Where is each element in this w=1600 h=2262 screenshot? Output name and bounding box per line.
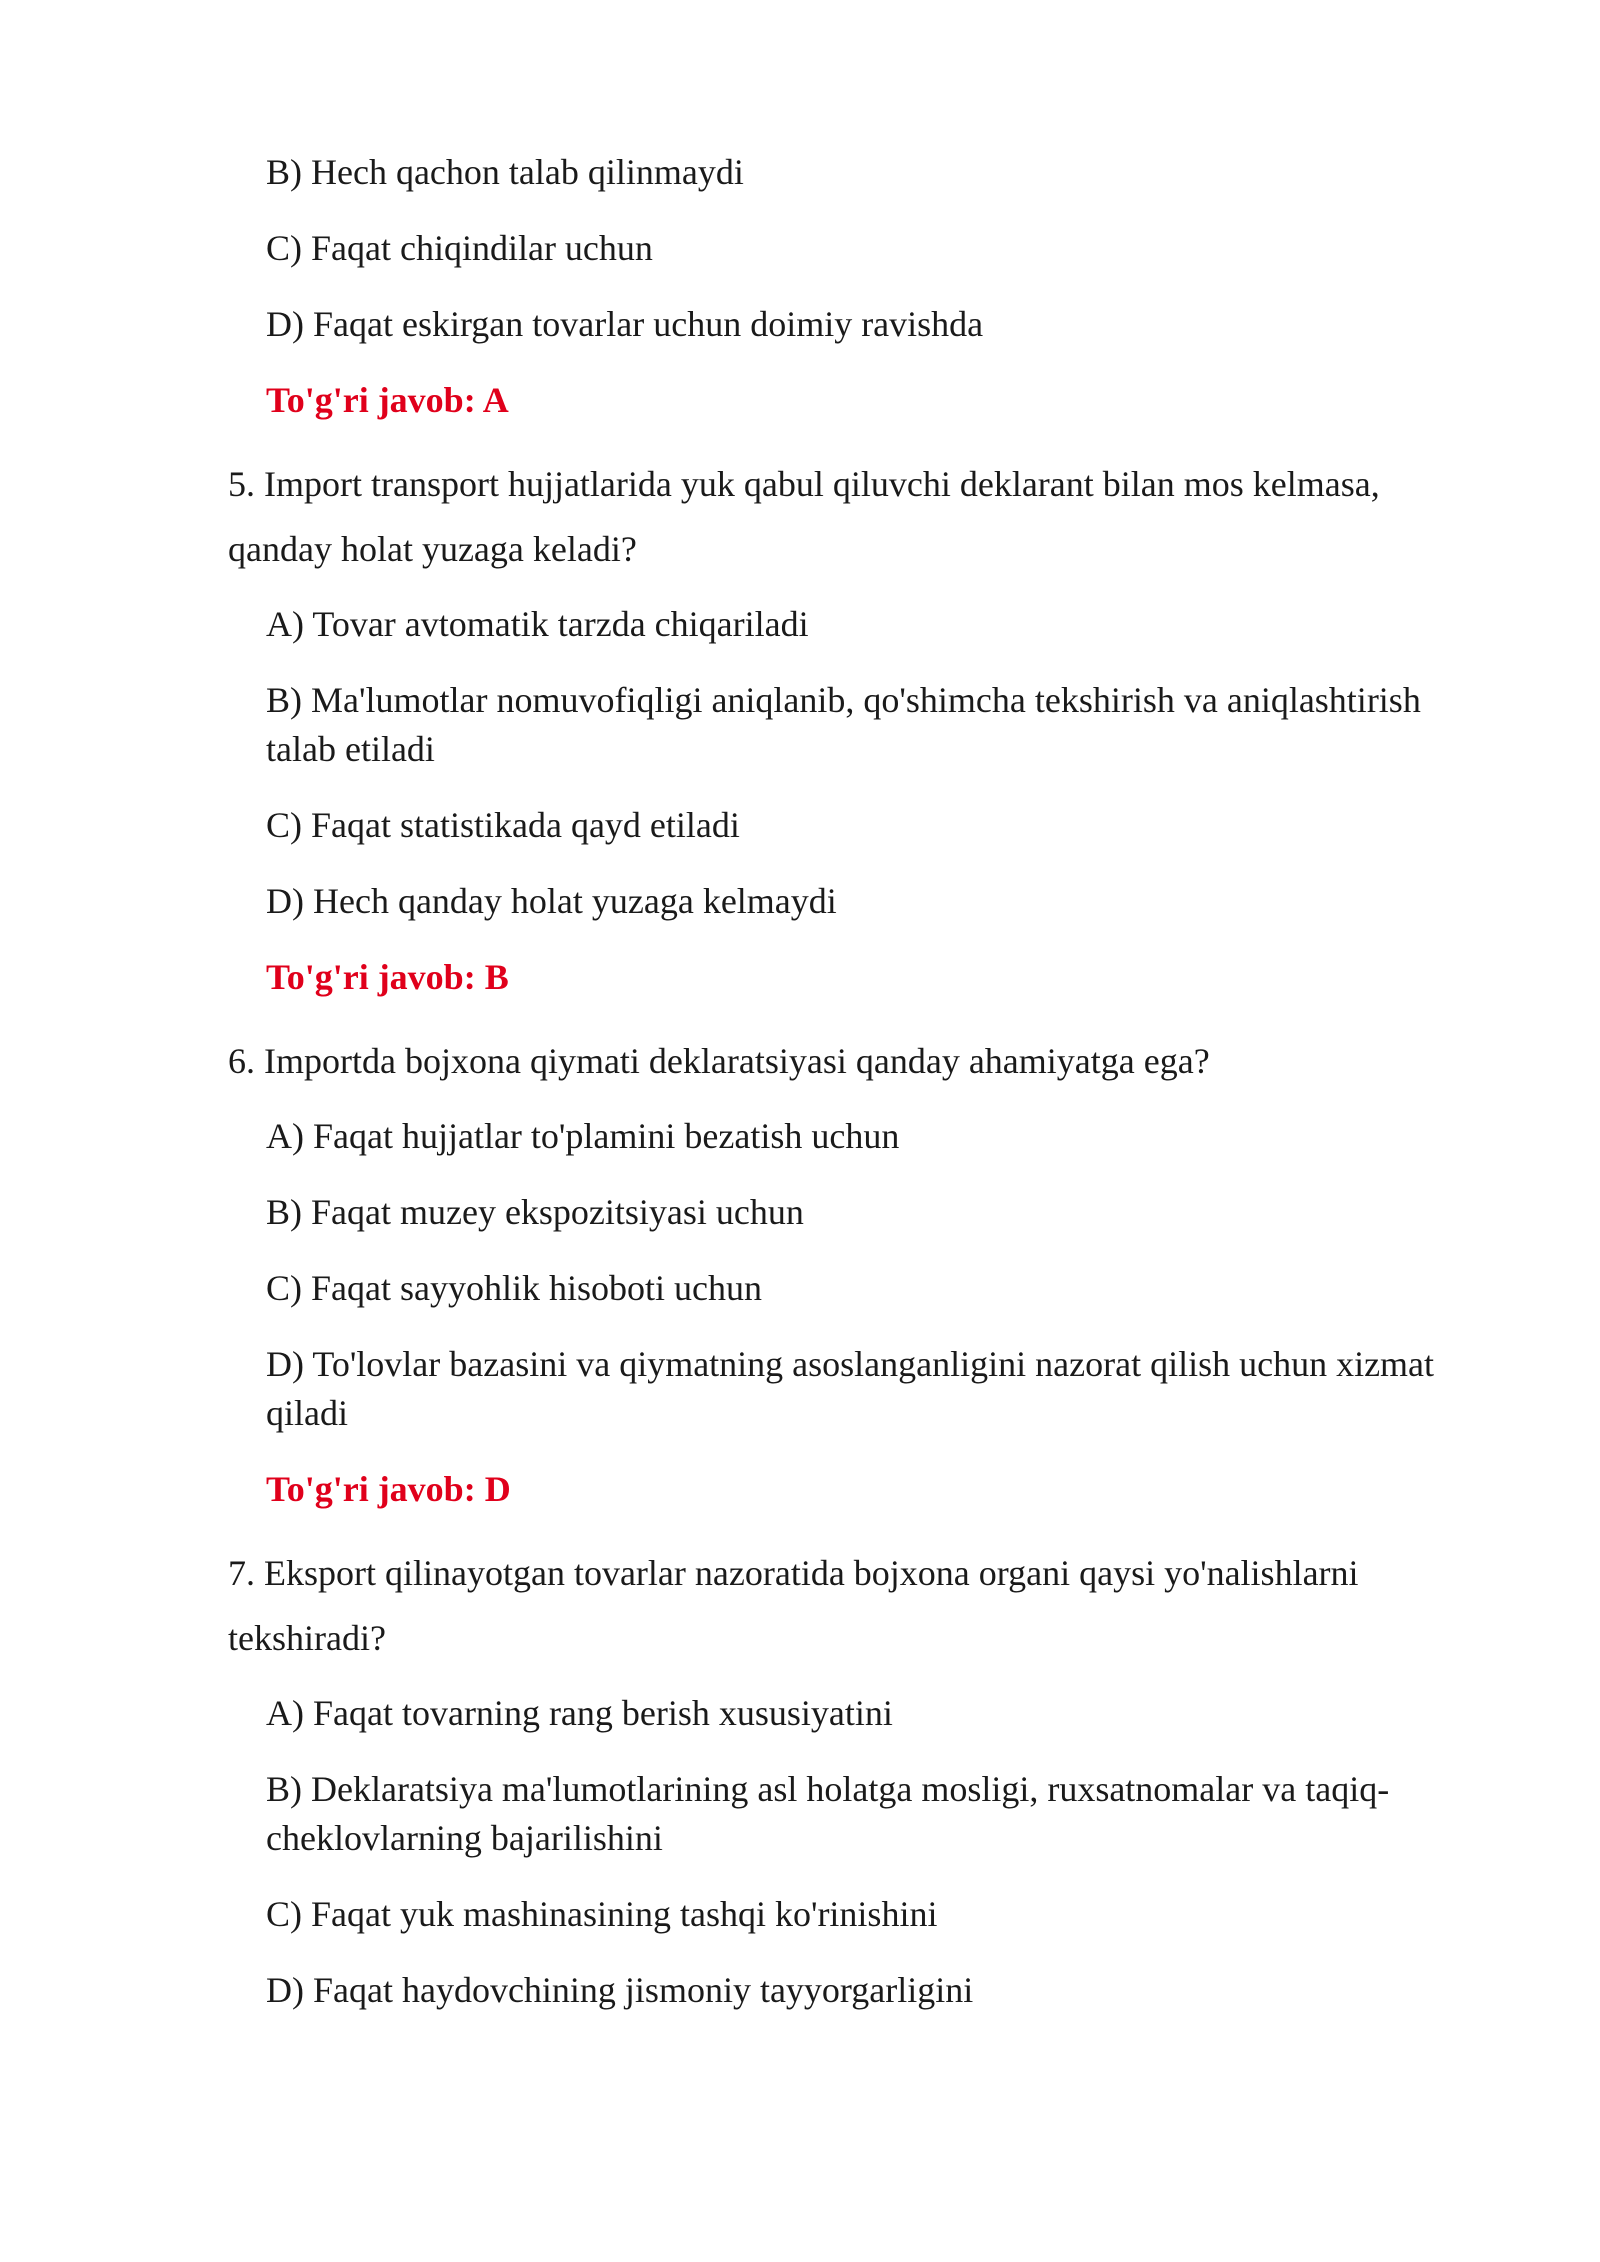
option-b: B) Hech qachon talab qilinmaydi	[266, 152, 744, 192]
option-a: A) Tovar avtomatik tarzda chiqariladi	[266, 604, 809, 644]
option-d: D) To'lovlar bazasini va qiymatning asoslanganligini nazorat qilish uchun xizmat qiladi	[266, 1344, 1435, 1433]
question-text: 6. Importda bojxona qiymati deklaratsiyasi qanday ahamiyatga ega?	[228, 1041, 1210, 1081]
option-d: D) Hech qanday holat yuzaga kelmaydi	[266, 881, 837, 921]
question-text: 5. Import transport hujjatlarida yuk qabul qiluvchi deklarant bilan mos kelmasa, qanday holat yuzaga keladi?	[228, 464, 1380, 569]
option-b: B) Faqat muzey ekspozitsiyasi uchun	[266, 1192, 804, 1232]
option-c: C) Faqat chiqindilar uchun	[266, 228, 653, 268]
option-c: C) Faqat yuk mashinasining tashqi ko'rinishini	[266, 1894, 938, 1934]
correct-answer: To'g'ri javob: A	[266, 380, 509, 420]
page-content	[228, 148, 1478, 2042]
question-7	[228, 1541, 1478, 2015]
question-6	[228, 1029, 1478, 1514]
option-d: D) Faqat haydovchining jismoniy tayyorgarligini	[266, 1970, 974, 2010]
option-c: C) Faqat statistikada qayd etiladi	[266, 805, 740, 845]
question-5	[228, 452, 1478, 1002]
correct-answer: To'g'ri javob: D	[266, 1469, 511, 1509]
option-c: C) Faqat sayyohlik hisoboti uchun	[266, 1268, 762, 1308]
option-d: D) Faqat eskirgan tovarlar uchun doimiy ravishda	[266, 304, 984, 344]
option-b: B) Deklaratsiya ma'lumotlarining asl holatga mosligi, ruxsatnomalar va taqiq-cheklovlarning bajarilishini	[266, 1769, 1390, 1858]
option-a: A) Faqat tovarning rang berish xususiyatini	[266, 1693, 893, 1733]
question-text: 7. Eksport qilinayotgan tovarlar nazoratida bojxona organi qaysi yo'nalishlarni tekshiradi?	[228, 1553, 1359, 1658]
option-b: B) Ma'lumotlar nomuvofiqligi aniqlanib, qo'shimcha tekshirish va aniqlashtirish talab etiladi	[266, 680, 1421, 769]
question-4-tail	[228, 148, 1478, 425]
option-a: A) Faqat hujjatlar to'plamini bezatish uchun	[266, 1116, 900, 1156]
correct-answer: To'g'ri javob: B	[266, 957, 509, 997]
